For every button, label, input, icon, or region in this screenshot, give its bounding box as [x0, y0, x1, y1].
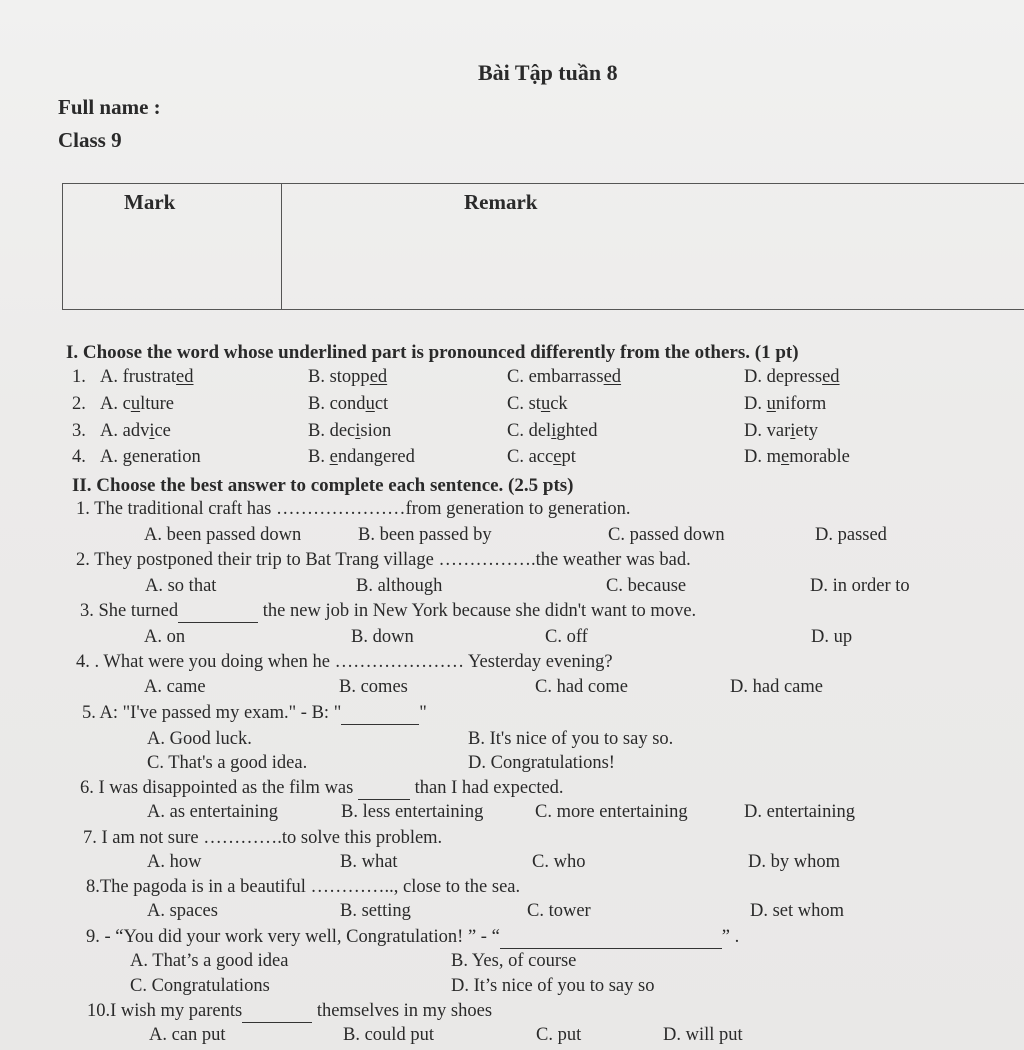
option-text: D. m [744, 447, 781, 467]
answer-option: D. It’s nice of you to say so [451, 976, 655, 996]
answer-option: D. passed [815, 525, 887, 545]
answer-blank: …………. [203, 828, 282, 848]
option-text: eneration [131, 447, 201, 467]
option-text: B. stopp [308, 367, 370, 387]
question-stem: from generation to generation. [405, 499, 631, 519]
answer-option [308, 367, 387, 388]
answer-option [308, 447, 415, 468]
answer-blank: ………….. [310, 877, 394, 897]
option-text: D. var [744, 421, 791, 441]
question-text [76, 550, 691, 571]
question-stem: themselves in my shoes [312, 1001, 493, 1021]
question-stem: 9. - “You did your work very well, Congratulation! ” - “ [86, 927, 500, 947]
answer-blank: ………………… [334, 652, 465, 672]
question-text [82, 703, 427, 725]
mark-header: Mark [124, 190, 176, 214]
remark-header: Remark [464, 190, 538, 214]
answer-option: D. by whom [748, 852, 840, 872]
question-text [86, 927, 739, 949]
answer-option [100, 447, 201, 468]
answer-option [507, 394, 568, 415]
answer-option: C. more entertaining [535, 802, 688, 822]
question-stem: 10.I wish my parents [87, 1001, 243, 1021]
answer-option: C. Congratulations [130, 976, 270, 996]
answer-option [100, 421, 171, 442]
option-text: ety [795, 421, 818, 441]
answer-option: A. Good luck. [147, 729, 252, 749]
class-label: Class 9 [58, 128, 122, 152]
question-text [76, 652, 613, 673]
underlined-part: ed [603, 367, 622, 387]
question-text [76, 499, 631, 520]
question-text [80, 778, 564, 800]
underlined-part: ed [176, 367, 194, 387]
answer-blank: ……………. [438, 550, 536, 570]
option-text: C. st [507, 394, 541, 414]
question-stem: ” . [721, 927, 740, 947]
section2-heading: II. Choose the best answer to complete each sentence. (2.5 pts) [72, 475, 574, 496]
answer-option: C. tower [527, 901, 591, 921]
question-stem: , close to the sea. [393, 877, 521, 897]
answer-blank [178, 601, 258, 623]
question-stem: to solve this problem. [281, 828, 443, 848]
underlined-part: i [551, 421, 557, 441]
answer-option [744, 447, 850, 468]
answer-option: C. passed down [608, 525, 725, 545]
answer-option: A. spaces [147, 901, 218, 921]
answer-option [744, 394, 826, 415]
answer-option: D. had came [730, 677, 823, 697]
question-stem: 2. They postponed their trip to Bat Trang village [76, 550, 439, 570]
question-number: 3. [72, 421, 86, 441]
question-stem: Yesterday evening? [464, 652, 613, 672]
table-left-border [62, 183, 63, 310]
answer-option: B. been passed by [358, 525, 492, 545]
question-stem: 3. She turned [80, 601, 179, 621]
answer-blank: ………………… [276, 499, 406, 519]
option-text: ghted [556, 421, 598, 441]
underlined-part: u [130, 394, 141, 414]
question-text [86, 877, 520, 898]
question-number: 4. [72, 447, 86, 467]
question-stem: the new job in New York because she didn't want to move. [258, 601, 697, 621]
full-name-label: Full name : [58, 95, 161, 119]
answer-option: B. what [340, 852, 398, 872]
option-text: D. [744, 394, 767, 414]
option-text: morable [789, 447, 850, 467]
section1-heading: I. Choose the word whose underlined part is pronounced differently from the others. (1 pt) [66, 342, 799, 363]
answer-option [308, 394, 388, 415]
answer-option [507, 447, 576, 468]
answer-option: A. been passed down [144, 525, 302, 545]
underlined-part: i [355, 421, 361, 441]
question-stem: 7. I am not sure [83, 828, 204, 848]
underlined-part: i [149, 421, 155, 441]
question-text [87, 1001, 492, 1023]
answer-option [507, 421, 597, 442]
answer-option: B. less entertaining [341, 802, 484, 822]
option-text: ce [154, 421, 171, 441]
answer-blank [341, 703, 419, 725]
option-text: ck [550, 394, 568, 414]
answer-option: A. can put [149, 1025, 226, 1045]
answer-option: C. because [606, 576, 687, 596]
answer-option [507, 367, 621, 388]
answer-option: D. up [811, 627, 853, 647]
table-top-border [62, 183, 1024, 184]
option-text: A. c [100, 394, 131, 414]
underlined-part: ed [369, 367, 388, 387]
question-number: 2. [72, 394, 86, 414]
answer-option [100, 367, 194, 388]
answer-option [744, 421, 818, 442]
answer-option: C. That's a good idea. [147, 753, 308, 773]
question-stem: than I had expected. [409, 778, 564, 798]
answer-option: C. who [532, 852, 586, 872]
underlined-part: u [365, 394, 375, 414]
underlined-part: u [540, 394, 551, 414]
answer-option [744, 367, 840, 388]
answer-option: B. could put [343, 1025, 434, 1045]
answer-option: C. had come [535, 677, 628, 697]
question-text [83, 828, 442, 849]
page-title: Bài Tập tuần 8 [478, 60, 618, 85]
question-stem: 5. A: "I've passed my exam." - B: " [82, 703, 342, 723]
option-text: sion [360, 421, 392, 441]
answer-blank [500, 927, 722, 949]
question-stem: 4. . What were you doing when he [76, 652, 335, 672]
answer-option: A. so that [145, 576, 217, 596]
table-column-divider [281, 183, 282, 310]
answer-option: A. That’s a good idea [130, 951, 289, 971]
underlined-part: e [329, 447, 338, 467]
answer-option [100, 394, 174, 415]
answer-option: B. comes [339, 677, 408, 697]
answer-option: A. on [144, 627, 186, 647]
answer-option: B. down [351, 627, 414, 647]
answer-option: A. came [144, 677, 206, 697]
answer-option: A. as entertaining [147, 802, 278, 822]
underlined-part: ed [822, 367, 840, 387]
answer-option: D. in order to [810, 576, 910, 596]
option-text: B. dec [308, 421, 356, 441]
option-text: A. [100, 447, 123, 467]
option-text: A. frustrat [100, 367, 177, 387]
underlined-part: g [122, 447, 132, 467]
answer-option [308, 421, 391, 442]
answer-option: B. although [356, 576, 443, 596]
option-text: C. del [507, 421, 552, 441]
option-text: ct [374, 394, 389, 414]
underlined-part: e [781, 447, 790, 467]
answer-option: B. It's nice of you to say so. [468, 729, 674, 749]
answer-option: D. will put [663, 1025, 743, 1045]
question-text [80, 601, 696, 623]
answer-option: D. entertaining [744, 802, 855, 822]
answer-option: A. how [147, 852, 202, 872]
option-text: niform [775, 394, 827, 414]
answer-option: B. Yes, of course [451, 951, 577, 971]
option-text: lture [140, 394, 174, 414]
question-stem: the weather was bad. [535, 550, 691, 570]
answer-option: B. setting [340, 901, 411, 921]
answer-blank [242, 1001, 312, 1023]
option-text: pt [561, 447, 576, 467]
answer-option: D. Congratulations! [468, 753, 615, 773]
underlined-part: i [790, 421, 796, 441]
answer-option: C. off [545, 627, 588, 647]
option-text: C. acc [507, 447, 554, 467]
option-text: B. [308, 447, 330, 467]
question-stem: 1. The traditional craft has [76, 499, 277, 519]
answer-blank [358, 778, 410, 800]
answer-option: C. put [536, 1025, 582, 1045]
option-text: B. cond [308, 394, 366, 414]
option-text: C. embarrass [507, 367, 604, 387]
question-stem: 6. I was disappointed as the film was [80, 778, 358, 798]
option-text: ndangered [337, 447, 415, 467]
question-stem: " [419, 703, 427, 723]
answer-option: D. set whom [750, 901, 845, 921]
question-number: 1. [72, 367, 86, 387]
option-text: D. depress [744, 367, 823, 387]
option-text: A. adv [100, 421, 150, 441]
table-bottom-border [62, 309, 1024, 310]
underlined-part: u [766, 394, 776, 414]
question-stem: 8.The pagoda is in a beautiful [86, 877, 311, 897]
underlined-part: e [553, 447, 562, 467]
